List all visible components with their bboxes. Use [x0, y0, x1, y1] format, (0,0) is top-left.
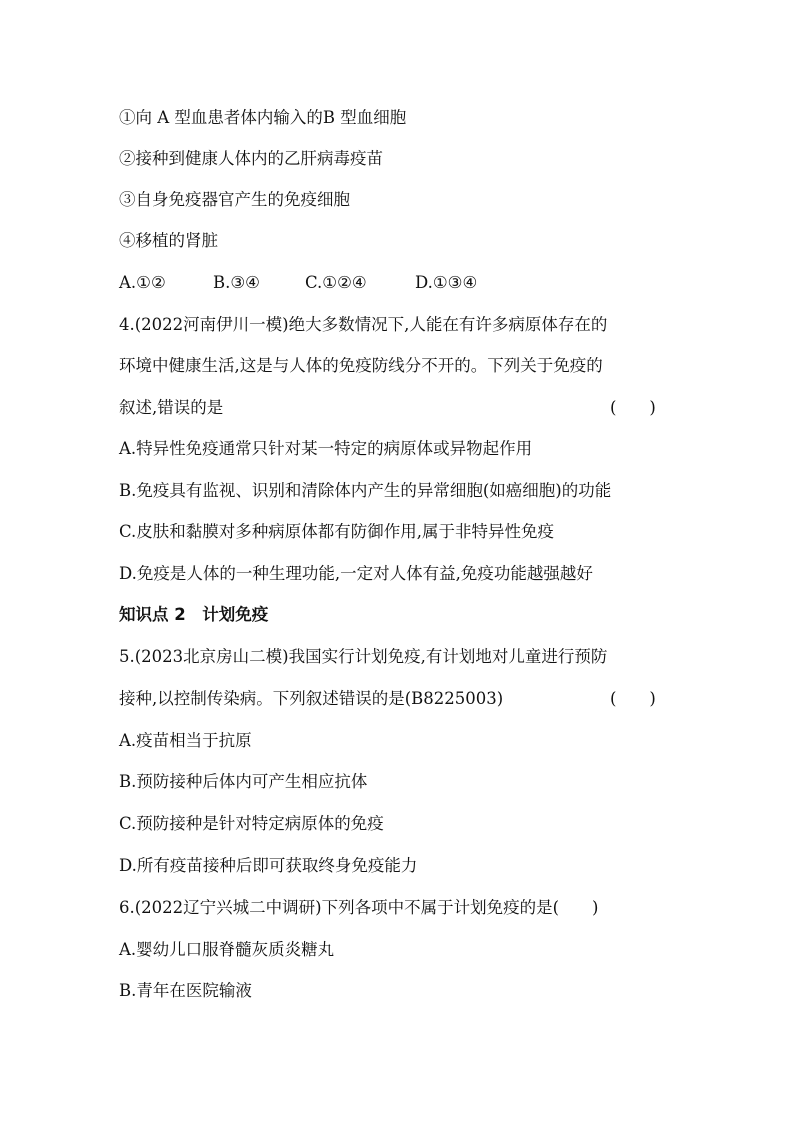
q3-item-2: ②接种到健康人体内的乙肝病毒疫苗: [119, 149, 383, 168]
q3-options: [119, 272, 679, 294]
q3-option-d: D.①③④: [415, 273, 478, 292]
q5-option-b: B.预防接种后体内可产生相应抗体: [119, 772, 368, 791]
q5-option-d: D.所有疫苗接种后即可获取终身免疫能力: [119, 856, 418, 875]
q6-option-b: B.青年在医院输液: [119, 981, 252, 1000]
q4-option-d: D.免疫是人体的一种生理功能,一定对人体有益,免疫功能越强越好: [119, 564, 593, 583]
q3-option-b: B.③④: [213, 273, 260, 292]
q5-option-c: C.预防接种是针对特定病原体的免疫: [119, 814, 384, 833]
q3-item-4: ④移植的肾脏: [119, 231, 218, 250]
q5-answer-paren: ( ): [610, 689, 656, 708]
q5-stem-line-1: 5.(2023北京房山二模)我国实行计划免疫,有计划地对儿童进行预防: [119, 647, 608, 666]
q5-stem-line-2: 接种,以控制传染病。下列叙述错误的是(B8225003): [119, 689, 504, 708]
q6-stem: 6.(2022辽宁兴城二中调研)下列各项中不属于计划免疫的是( ): [119, 898, 599, 917]
section-heading: 知识点 2 计划免疫: [119, 605, 269, 624]
q4-stem-line-1: 4.(2022河南伊川一模)绝大多数情况下,人能在有许多病原体存在的: [119, 315, 608, 334]
q4-option-c: C.皮肤和黏膜对多种病原体都有防御作用,属于非特异性免疫: [119, 522, 555, 541]
q6-option-a: A.婴幼儿口服脊髓灰质炎糖丸: [119, 940, 335, 959]
q3-option-a: A.①②: [119, 273, 166, 292]
q4-stem-line-2: 环境中健康生活,这是与人体的免疫防线分不开的。下列关于免疫的: [119, 356, 603, 375]
q3-item-1: ①向 A 型血患者体内输入的B 型血细胞: [119, 108, 407, 127]
q3-option-c: C.①②④: [305, 273, 367, 292]
q4-stem-line-3: 叙述,错误的是: [119, 398, 224, 417]
q4-answer-paren: ( ): [610, 398, 656, 417]
q4-option-a: A.特异性免疫通常只针对某一特定的病原体或异物起作用: [119, 439, 533, 458]
q5-option-a: A.疫苗相当于抗原: [119, 731, 252, 750]
q4-option-b: B.免疫具有监视、识别和清除体内产生的异常细胞(如癌细胞)的功能: [119, 481, 612, 500]
q3-item-3: ③自身免疫器官产生的免疫细胞: [119, 190, 350, 209]
